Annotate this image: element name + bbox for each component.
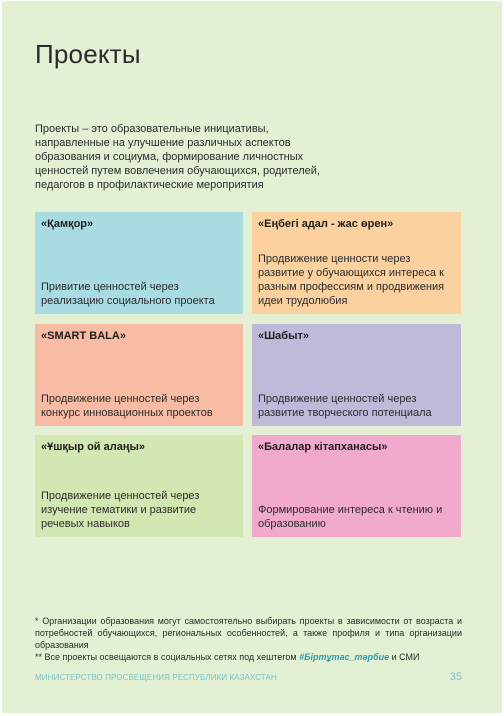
project-title: «Балалар кітапханасы» <box>258 441 388 453</box>
document-page <box>2 1 502 713</box>
project-description: Продвижение ценностей через изучение тематики и развитие речевых навыков <box>41 490 200 530</box>
footnote-1: * Организации образования могут самостоятельно выбирать проекты в зависимости от возраста и потребностей обучающихся, региональных особенностей, а также профиля и типа организации образования <box>35 616 462 650</box>
project-title: «Ұшқыр ой алаңы» <box>41 441 145 453</box>
project-title: «Қамқор» <box>41 218 94 230</box>
project-description: Продвижение ценностей через развитие творческого потенциала <box>258 393 432 419</box>
project-description: Продвижение ценностей через конкурс инновационных проектов <box>41 393 213 419</box>
intro-paragraph: Проекты – это образовательные инициативы, направленные на улучшение различных аспектов образования и социума, формирование личностных ценностей путем вовлечения обучающихся, родителей, педагогов в профилактические мероприятия <box>35 123 320 191</box>
hashtag-link: #Біртұтас_тәрбие <box>299 652 390 662</box>
footnote-2-prefix: ** Все проекты освещаются в социальных сетях под хештегом <box>35 652 300 662</box>
project-description: Привитие ценностей через реализацию социального проекта <box>41 281 215 307</box>
footnote-2-suffix: и СМИ <box>389 652 420 662</box>
project-card-enbegi-adal <box>252 212 461 314</box>
project-description: Формирование интереса к чтению и образованию <box>258 504 443 530</box>
project-card-kamkor <box>35 212 243 314</box>
page-number: 35 <box>449 671 462 683</box>
project-title: «Еңбегі адал - жас өрен» <box>258 218 394 230</box>
project-title: «Шабыт» <box>258 330 309 342</box>
footnote-2 <box>35 651 462 663</box>
project-card-ushkyr-oi <box>35 435 243 537</box>
footer-ministry: МИНИСТЕРСТВО ПРОСВЕЩЕНИЯ РЕСПУБЛИКИ КАЗАХСТАН <box>35 673 277 682</box>
project-card-smart-bala <box>35 324 243 426</box>
project-card-shabyt <box>252 324 461 426</box>
project-card-balalar-kitaphanasy <box>252 435 461 537</box>
project-description: Продвижение ценности через развитие у обучающихся интереса к разным профессиям и продвижения идеи трудолюбия <box>258 253 445 307</box>
project-title: «SMART BALA» <box>41 330 126 342</box>
page-title: Проекты <box>35 39 141 69</box>
